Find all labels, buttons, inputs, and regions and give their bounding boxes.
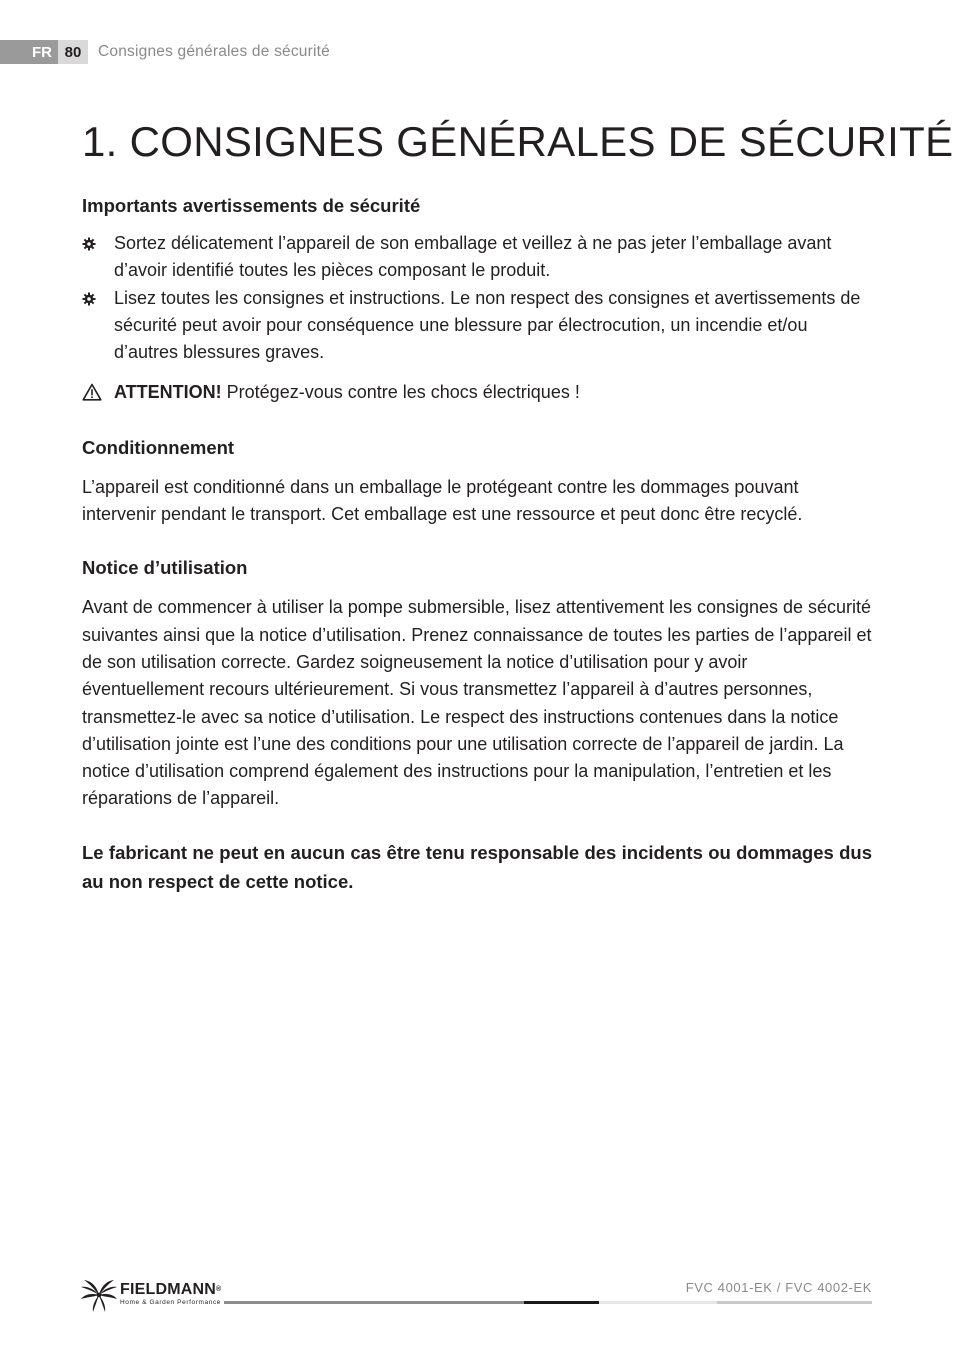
footer-rule-gray [224,1301,524,1304]
list-item [82,285,872,367]
gear-bullet-icon [82,292,96,306]
list-item [82,230,872,285]
attention-notice [82,379,872,406]
section-heading-warnings: Importants avertissements de sécurité [82,195,421,216]
bullet-text: Lisez toutes les consignes et instructions. Le non respect des consignes et avertissements de sécurité peut avoir pour conséquence une blessure par électrocution, un incendie et/ou d’autres blessures graves. [114,287,861,363]
attention-text: Protégez-vous contre les chocs électriques ! [221,382,580,403]
packaging-paragraph: L’appareil est conditionné dans un emballage le protégeant contre les dommages pouvant intervenir pendant le transport. Cet emballage est une ressource et peut donc être recyclé. [82,476,803,525]
model-number: FVC 4001-EK / FVC 4002-EK [685,1280,872,1295]
footer-rule-light [599,1301,717,1304]
language-tag: FR [0,40,58,64]
brand-tagline: Home & Garden Performance [120,1299,221,1306]
page-title: 1. CONSIGNES GÉNÉRALES DE SÉCURITÉ [82,118,954,165]
warnings-list [82,230,872,366]
brand-logo [80,1277,221,1313]
bullet-text: Sortez délicatement l’appareil de son emballage et veillez à ne pas jeter l’emballage avant d’avoir identifié toutes les pièces composant le produit. [114,233,832,281]
registered-mark: ® [216,1286,222,1293]
liability-note: Le fabricant ne peut en aucun cas être tenu responsable des incidents ou dommages dus au non respect de cette notice. [82,841,872,892]
gear-bullet-icon [82,237,96,251]
warning-triangle-icon [82,383,102,401]
manual-paragraph: Avant de commencer à utiliser la pompe submersible, lisez attentivement les consignes de sécurité suivantes ainsi que la notice d’utilisation. Prenez connaissance de toutes les parties de l’appareil et de son utilisation correcte. Gardez soigneusement la notice d’utilisation pour y avoir éventuellement recours ultérieurement. Si vous transmettez l’appareil à d’autres personnes, transmettez-le avec sa notice d’utilisation. Le respect des instructions contenues dans la notice d’utilisation jointe est l’une des conditions pour une utilisation correcte de l’appareil de jardin. La notice d’utilisation comprend également des instructions pour la manipulation, l’entretien et les réparations de l’appareil. [82,597,872,809]
fieldmann-swirl-logo [80,1277,118,1313]
brand-name: FIELDMANN [120,1281,217,1298]
page-number: 80 [58,40,88,64]
section-heading-manual: Notice d’utilisation [82,557,248,579]
attention-label: ATTENTION! [114,382,222,403]
page-header [0,40,330,64]
footer-rule-black [524,1301,599,1304]
running-title: Consignes générales de sécurité [98,43,330,60]
footer-rule-mid [717,1301,872,1304]
section-heading-packaging: Conditionnement [82,436,235,458]
main-content [82,192,872,896]
